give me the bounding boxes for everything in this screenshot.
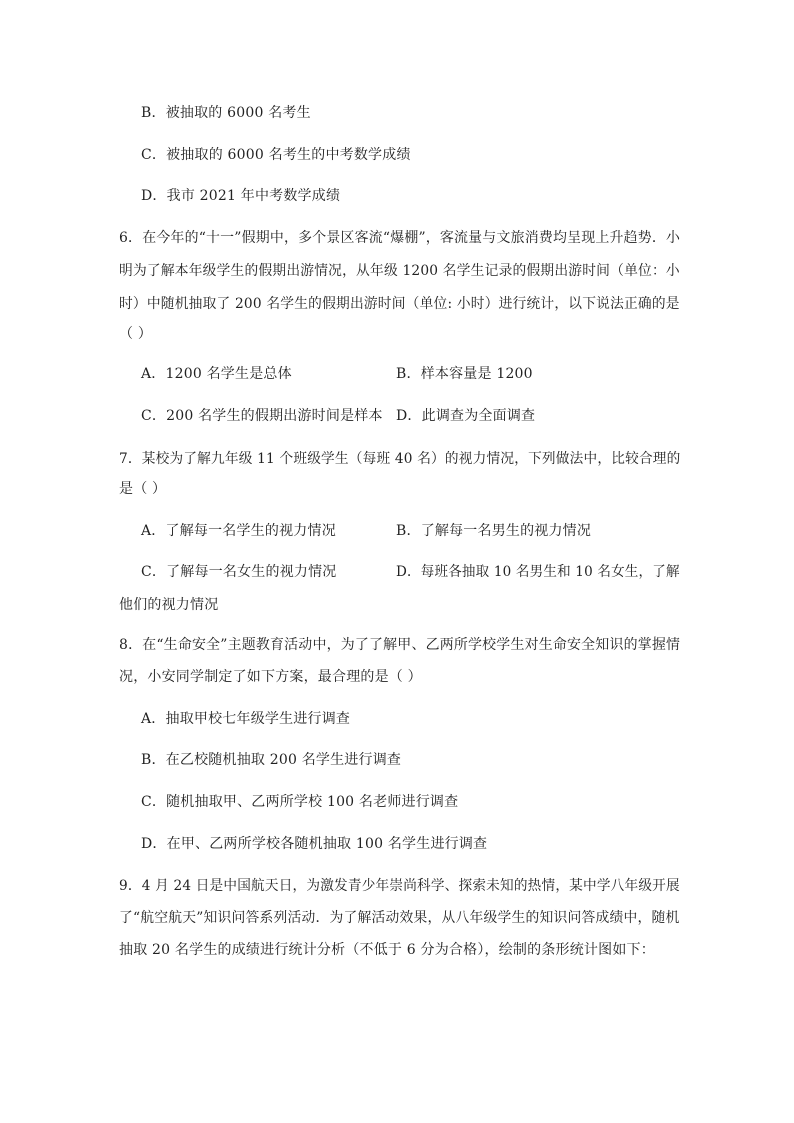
q5-option-c: C．被抽取的 6000 名考生的中考数学成绩 xyxy=(141,147,411,163)
q8-option-a: A．抽取甲校七年级学生进行调查 xyxy=(141,711,351,727)
q8-option-c: C．随机抽取甲、乙两所学校 100 名老师进行调查 xyxy=(141,794,459,810)
q6-stem-line1: 6．在今年的“十一”假期中，多个景区客流“爆棚”，客流量与文旅消费均呈现上升趋势．小 xyxy=(119,230,681,246)
q9-stem-line2: 了“航空航天”知识问答系列活动．为了解活动效果，从八年级学生的知识问答成绩中，随机 xyxy=(119,910,680,926)
q7-stem-line2: 是（ ） xyxy=(119,481,167,497)
q7-option-c: C．了解每一名女生的视力情况 xyxy=(141,564,337,580)
q6-option-b: B．样本容量是 1200 xyxy=(396,366,533,382)
q8-stem-line1: 8．在“生命安全”主题教育活动中，为了了解甲、乙两所学校学生对生命安全知识的掌握情 xyxy=(119,637,681,653)
q6-option-d: D．此调查为全面调查 xyxy=(396,408,536,424)
q7-option-a: A．了解每一名学生的视力情况 xyxy=(141,523,336,539)
q5-option-d: D．我市 2021 年中考数学成绩 xyxy=(141,188,341,204)
q6-stem-line3: 时）中随机抽取了 200 名学生的假期出游时间（单位: 小时）进行统计，以下说法正确的是 xyxy=(119,296,680,312)
q8-option-d: D．在甲、乙两所学校各随机抽取 100 名学生进行调查 xyxy=(141,836,488,852)
q6-stem-line2: 明为了解本年级学生的假期出游情况，从年级 1200 名学生记录的假期出游时间（单位：小 xyxy=(119,263,680,279)
q6-option-c: C．200 名学生的假期出游时间是样本 xyxy=(141,408,383,424)
q9-stem-line3: 抽取 20 名学生的成绩进行统计分析（不低于 6 分为合格），绘制的条形统计图如下： xyxy=(119,942,655,958)
q7-option-d-line2: 他们的视力情况 xyxy=(119,597,219,613)
q9-stem-line1: 9．4 月 24 日是中国航天日，为激发青少年崇尚科学、探索未知的热情，某中学八年级开展 xyxy=(119,878,680,894)
q7-option-b: B．了解每一名男生的视力情况 xyxy=(396,523,592,539)
q7-stem-line1: 7．某校为了解九年级 11 个班级学生（每班 40 名）的视力情况，下列做法中，比较合理的 xyxy=(119,451,681,467)
q5-option-b: B．被抽取的 6000 名考生 xyxy=(141,105,311,121)
q6-stem-line4: （ ） xyxy=(119,326,153,342)
q8-option-b: B．在乙校随机抽取 200 名学生进行调查 xyxy=(141,752,402,768)
q7-option-d-line1: D．每班各抽取 10 名男生和 10 名女生，了解 xyxy=(396,564,680,580)
q6-option-a: A．1200 名学生是总体 xyxy=(141,366,292,382)
q8-stem-line2: 况，小安同学制定了如下方案，最合理的是（ ） xyxy=(119,669,422,685)
